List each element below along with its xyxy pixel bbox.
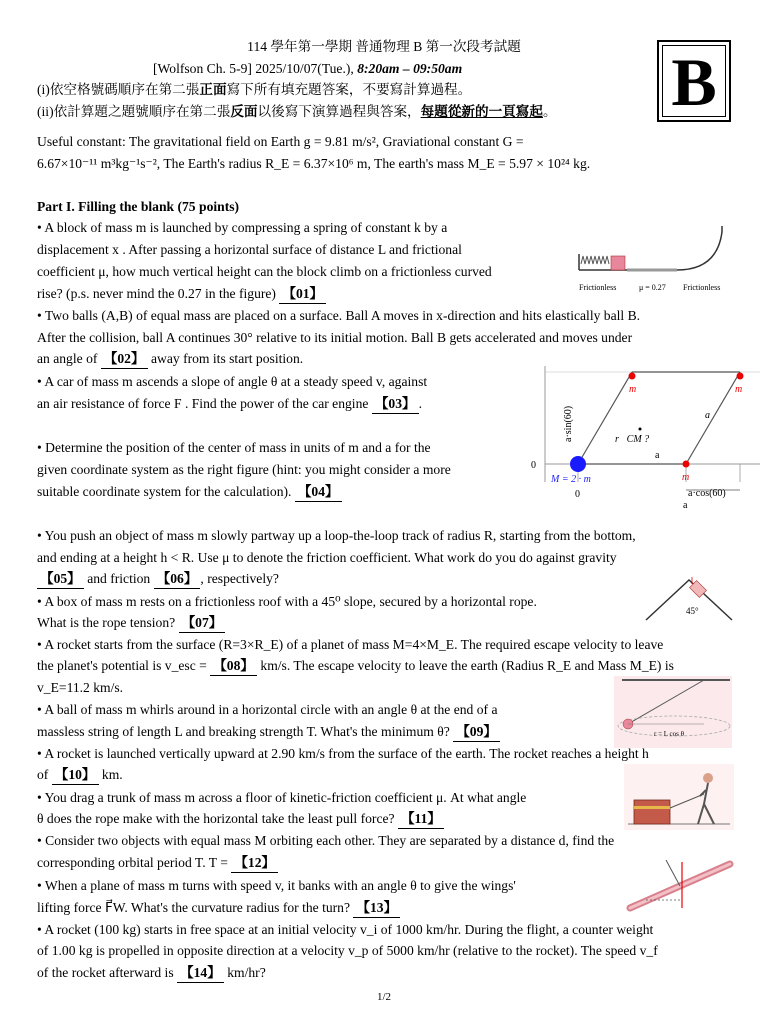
q5-line-1: • You push an object of mass m slowly partway up a loop-the-loop track of radius R, starting from the bottom,: [37, 528, 636, 543]
part1-title: Part I. Filling the blank (75 points): [37, 199, 240, 214]
mass-top-left: m: [629, 384, 637, 395]
q6-line-1: • A box of mass m rests on a frictionless roof with a 45⁰ slope, secured by a horizontal rope.: [37, 594, 537, 609]
instruction-1: (i)依空格號碼順序在第二張正面寫下所有填充題答案，不要寫計算過程。: [37, 82, 472, 97]
rcm-label: r⃗CM ?: [615, 434, 650, 445]
q1-line-1: • A block of mass m is launched by compressing a spring of constant k by a: [37, 220, 448, 235]
blank-07: 【07】: [179, 614, 226, 633]
q2-line-3: an angle of 【02】 away from its start position.: [37, 350, 303, 369]
blank-03: 【03】: [372, 395, 419, 414]
blank-01: 【01】: [279, 285, 326, 304]
zero-y: 0: [531, 460, 536, 471]
trunk-drag-figure: [624, 764, 734, 830]
exam-title: 114 學年第一學期 普通物理 B 第一次段考試題: [247, 39, 521, 54]
page-number: 1/2: [376, 991, 392, 1003]
subtitle-text: [Wolfson Ch. 5-9] 2025/10/07(Tue.),: [153, 61, 358, 76]
q6-line-2: What is the rope tension? 【07】: [37, 614, 225, 633]
big-mass-label: M = 2 · m: [551, 474, 591, 485]
q8-line-1: • A ball of mass m whirls around in a horizontal circle with an angle θ at the end of a: [37, 702, 498, 717]
q13-line-2: of 1.00 kg is propelled in opposite direction at a velocity v_p of 5000 km/hr (relative to the rocket). The speed v_f: [37, 943, 658, 958]
constants-line-1: Useful constant: The gravitational field on Earth g = 9.81 m/s², Graviational constant G =: [37, 134, 524, 149]
q11-line-2: corresponding orbital period T. T = 【12】: [37, 854, 278, 873]
blank-04: 【04】: [295, 483, 342, 502]
center-of-mass-figure: [525, 362, 765, 512]
exam-subtitle: [153, 60, 462, 78]
blank-02: 【02】: [101, 350, 148, 369]
zero-x: 0: [575, 489, 580, 500]
q12-line-1: • When a plane of mass m turns with speed v, it banks with an angle θ to give the wings': [37, 878, 516, 893]
q9-line-2: of 【10】 km.: [37, 766, 123, 785]
q1-line-3: coefficient μ, how much vertical height can the block climb on a frictionless curved: [37, 264, 492, 279]
blank-08: 【08】: [210, 657, 257, 676]
q4-line-3: suitable coordinate system for the calculation). 【04】: [37, 483, 342, 502]
q9-line-1: • A rocket is launched vertically upward at 2.90 km/s from the surface of the earth. The rocket reaches a height h: [37, 746, 649, 761]
q13-line-3: of the rocket afterward is 【14】 km/hr?: [37, 964, 266, 983]
side-label-a: a: [705, 410, 710, 421]
blank-09: 【09】: [453, 723, 500, 742]
spring-track-figure: [577, 224, 732, 296]
q5-line-3: 【05】 and friction 【06】 , respectively?: [37, 570, 279, 589]
mass-bottom-right: m: [682, 472, 690, 483]
q4-line-1: • Determine the position of the center of mass in units of m and a for the: [37, 440, 431, 455]
roof-angle-label: 45°: [686, 606, 699, 616]
instruction-2: (ii)依計算題之題號順序在第二張反面以後寫下演算過程與答案，每題從新的一頁寫起。: [37, 104, 557, 119]
q3-line-2: an air resistance of force F . Find the power of the car engine 【03】 .: [37, 395, 422, 414]
q1-line-4: rise? (p.s. never mind the 0.27 in the figure) 【01】: [37, 285, 326, 304]
roof-figure: [644, 574, 734, 622]
q10-line-1: • You drag a trunk of mass m across a floor of kinetic-friction coefficient μ. At what angle: [37, 790, 527, 805]
q5-line-2: and ending at a height h < R. Use μ to denote the friction coefficient. What work do you do against gravity: [37, 550, 617, 565]
blank-06: 【06】: [154, 570, 201, 589]
q7-line-1: • A rocket starts from the surface (R=3×R_E) of a planet of mass M=4×M_E. The required escape velocity to leave: [37, 637, 664, 652]
axis-label-a: a: [683, 500, 688, 511]
q13-line-1: • A rocket (100 kg) starts in free space at an initial velocity v_i of 1000 km/hr. During the flight, a counter weight: [37, 922, 654, 937]
blank-10: 【10】: [52, 766, 99, 785]
radius-label: r = L cos θ: [654, 730, 684, 738]
blank-14: 【14】: [177, 964, 224, 983]
q11-line-1: • Consider two objects with equal mass M orbiting each other. They are separated by a distance d, find the: [37, 833, 615, 848]
q7-line-2: the planet's potential is v_esc = 【08】 km/s. The escape velocity to leave the earth (Radius R_E and Mass M_E) is: [37, 657, 674, 676]
bottom-label-a: a: [655, 450, 660, 461]
banking-plane-figure: [626, 856, 734, 914]
q4-line-2: given coordinate system as the right figure (hint: you might consider a more: [37, 462, 451, 477]
conical-pendulum-figure: [614, 676, 732, 748]
blank-13: 【13】: [353, 899, 400, 918]
x-axis-label: a·cos(60): [688, 488, 726, 499]
exam-time: 8:20am – 09:50am: [357, 61, 463, 76]
blank-12: 【12】: [231, 854, 278, 873]
q2-line-1: • Two balls (A,B) of equal mass are placed on a surface. Ball A moves in x-direction and hits elastically ball B.: [37, 308, 641, 323]
fig-label-right: Frictionless: [683, 283, 721, 292]
blank-11: 【11】: [398, 810, 444, 829]
fig-label-left: Frictionless: [579, 283, 617, 292]
mass-top-right: m: [735, 384, 743, 395]
version-box: [657, 40, 731, 122]
q7-line-3: v_E=11.2 km/s.: [37, 680, 124, 695]
fig-label-mu: μ = 0.27: [639, 283, 666, 292]
y-axis-label: a·sin(60): [563, 405, 574, 442]
q10-line-2: θ does the rope make with the horizontal take the least pull force? 【11】: [37, 810, 444, 829]
q2-line-2: After the collision, ball A continues 30° relative to its initial motion. Ball B gets accelerated and moves under: [37, 330, 633, 345]
q1-line-2: displacement x . After passing a horizontal surface of distance L and frictional: [37, 242, 462, 257]
q3-line-1: • A car of mass m ascends a slope of angle θ at a steady speed v, against: [37, 374, 428, 389]
q8-line-2: massless string of length L and breaking strength T. What's the minimum θ? 【09】: [37, 723, 500, 742]
constants-line-2: 6.67×10⁻¹¹ m³kg⁻¹s⁻², The Earth's radius R_E = 6.37×10⁶ m, The earth's mass M_E = 5.97 × 10²⁴ kg.: [37, 156, 591, 171]
q12-line-2: lifting force F⃗W. What's the curvature radius for the turn? 【13】: [37, 899, 400, 918]
version-letter: B: [671, 44, 717, 120]
blank-05: 【05】: [37, 570, 84, 589]
